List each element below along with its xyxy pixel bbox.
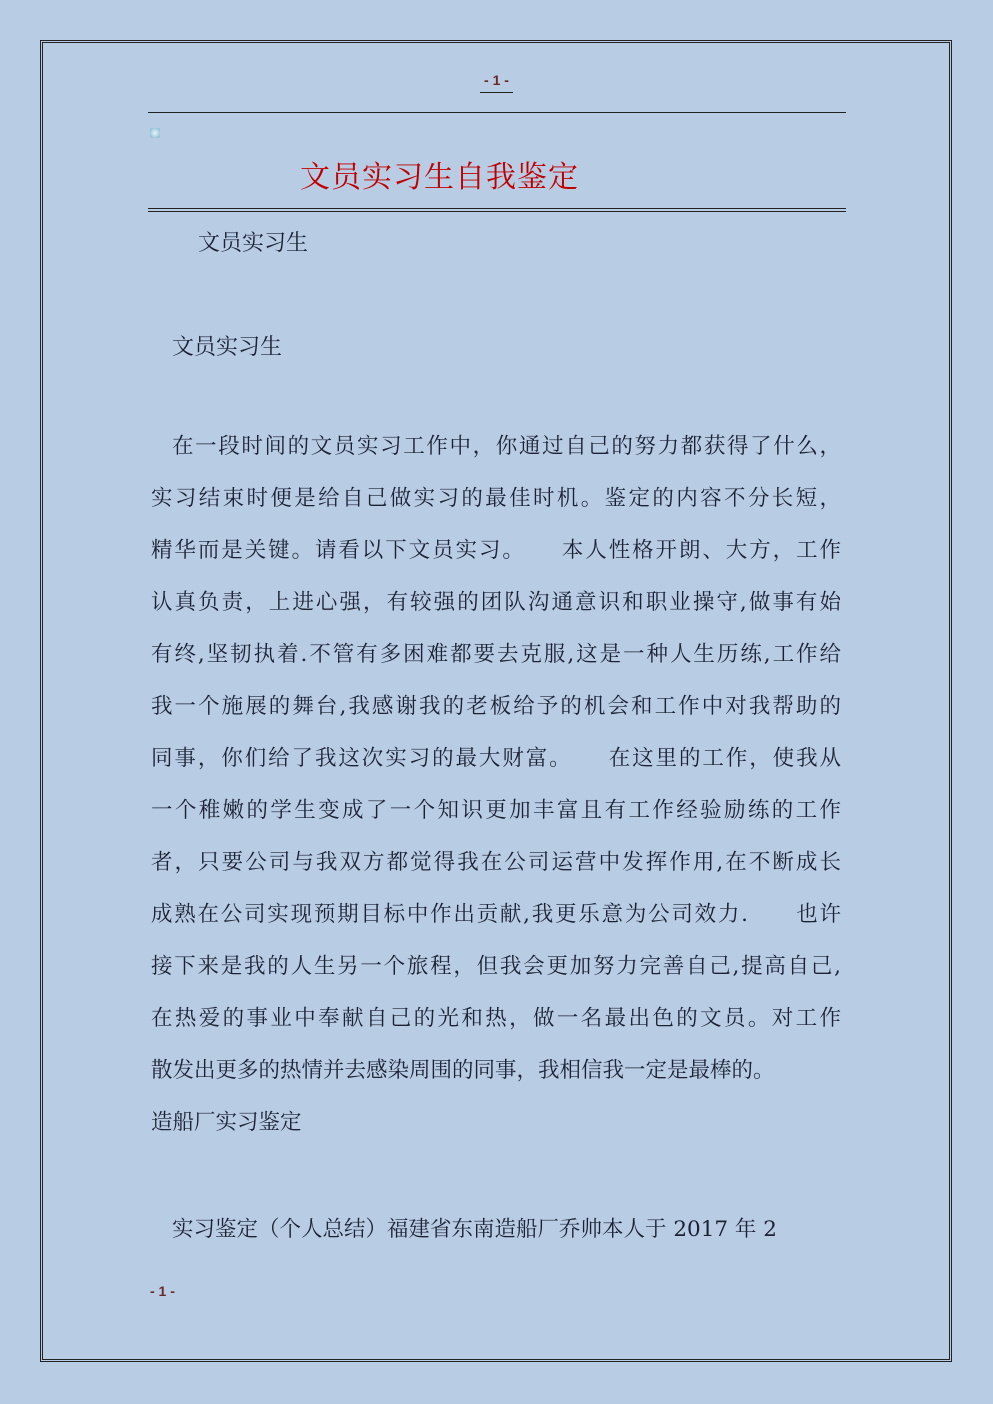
body-line: 在热爱的事业中奉献自己的光和热，做一名最出色的文员。对工作 xyxy=(151,1006,841,1031)
body-paragraph xyxy=(151,432,841,1160)
body-line: 精华而是关键。请看以下文员实习。 本人性格开朗、大方，工作 xyxy=(151,538,841,563)
body-line: 散发出更多的热情并去感染周围的同事，我相信我一定是最棒的。 xyxy=(151,1058,775,1083)
body-line: 造船厂实习鉴定 xyxy=(151,1110,302,1135)
body-line: 认真负责，上进心强，有较强的团队沟通意识和职业操守,做事有始 xyxy=(151,590,841,615)
body-line: 一个稚嫩的学生变成了一个知识更加丰富且有工作经验励练的工作 xyxy=(151,798,841,823)
body-line: 者，只要公司与我双方都觉得我在公司运营中发挥作用,在不断成长 xyxy=(151,850,841,875)
body-line: 成熟在公司实现预期目标中作出贡献,我更乐意为公司效力. 也许 xyxy=(151,902,841,927)
image-placeholder-icon xyxy=(150,128,160,138)
document-title: 文员实习生自我鉴定 xyxy=(300,160,579,195)
body-line: 实习结束时便是给自己做实习的最佳时机。鉴定的内容不分长短， xyxy=(151,486,841,511)
header-page-number: - 1 - xyxy=(480,72,513,93)
body-line: 同事，你们给了我这次实习的最大财富。 在这里的工作，使我从 xyxy=(151,746,841,771)
header-rule xyxy=(148,112,846,113)
body-line: 在一段时间的文员实习工作中，你通过自己的努力都获得了什么， xyxy=(172,434,841,459)
body-line: 接下来是我的人生另一个旅程，但我会更加努力完善自己,提高自己, xyxy=(151,954,841,979)
body-line: 我一个施展的舞台,我感谢我的老板给予的机会和工作中对我帮助的 xyxy=(151,694,841,719)
body-line: 有终,坚韧执着.不管有多困难都要去克服,这是一种人生历练,工作给 xyxy=(151,642,841,667)
tail-paragraph: 实习鉴定（个人总结）福建省东南造船厂乔帅本人于 2017 年 2 xyxy=(172,1217,777,1242)
subtitle-1: 文员实习生 xyxy=(198,231,309,256)
subtitle-2: 文员实习生 xyxy=(172,335,283,360)
title-double-rule xyxy=(148,208,846,212)
footer-page-number: - 1 - xyxy=(150,1283,175,1299)
